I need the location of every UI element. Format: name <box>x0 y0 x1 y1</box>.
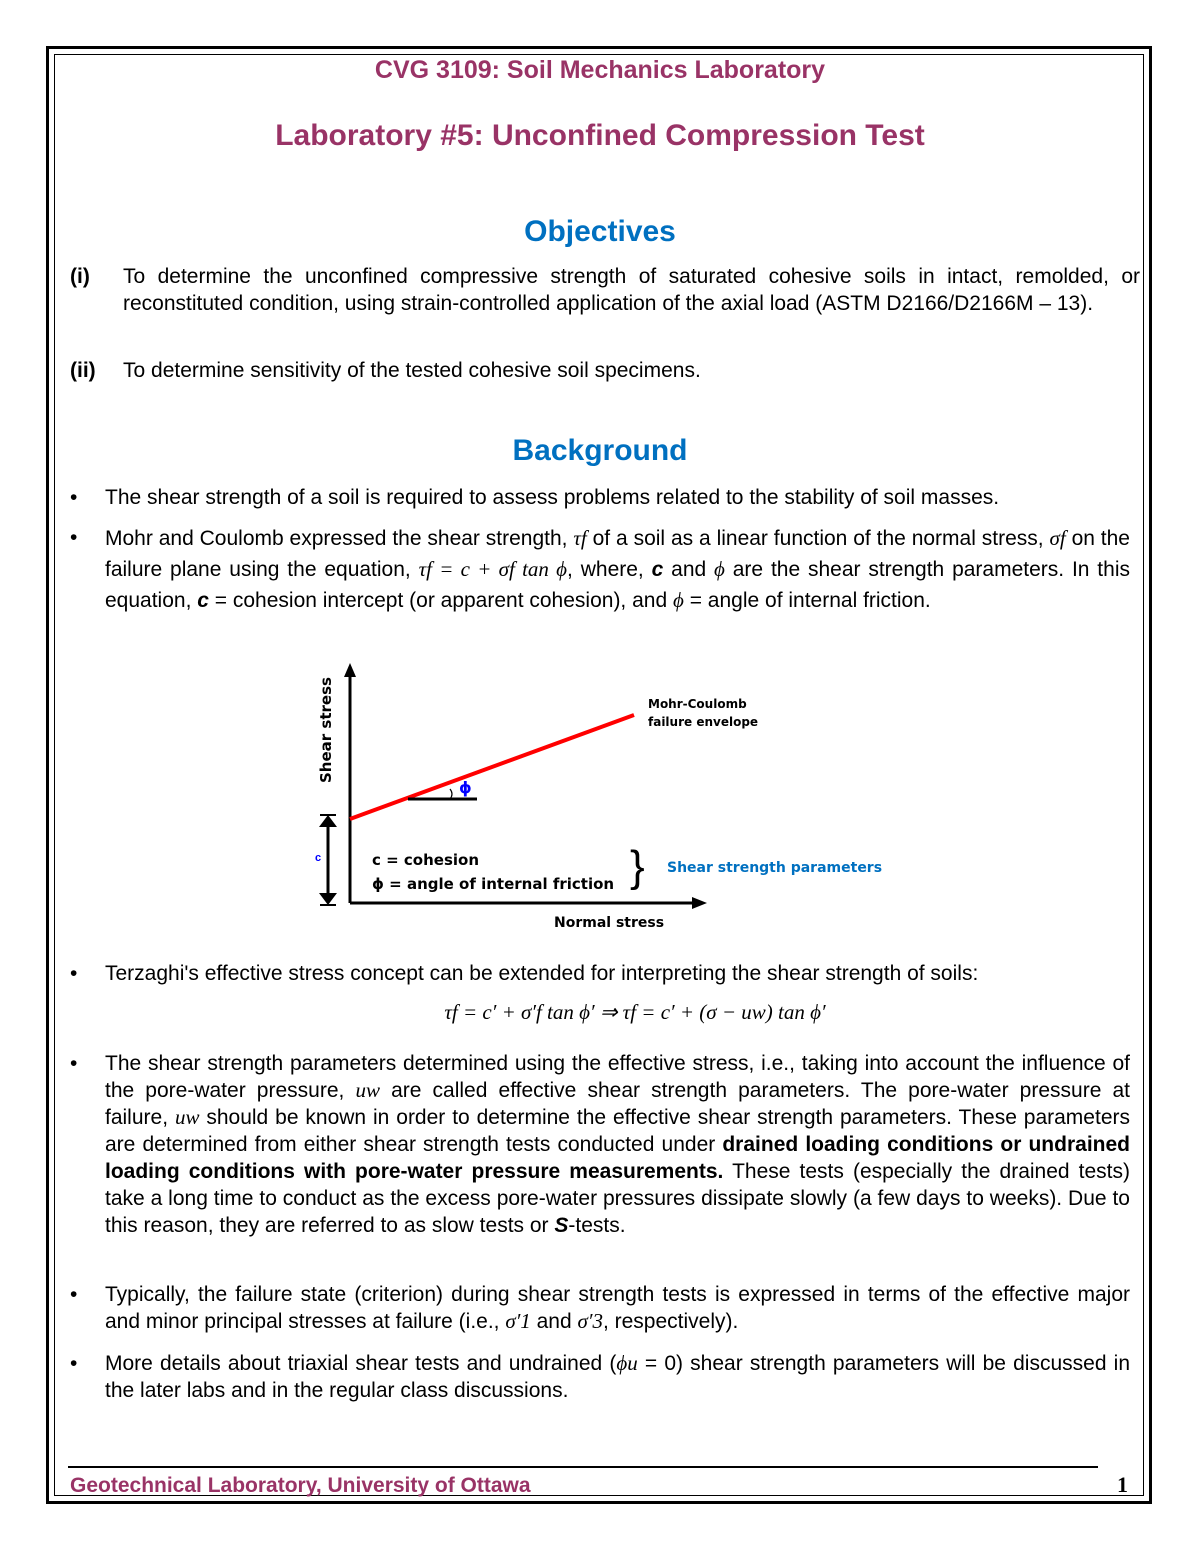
bullet-item <box>70 1050 1130 1239</box>
legend-brace: } <box>630 842 645 891</box>
page-number: 1 <box>1117 1472 1128 1497</box>
envelope-label-line1: Mohr-Coulomb <box>648 697 747 711</box>
bullet-dot: • <box>70 486 78 509</box>
mohr-coulomb-equation: τf = c + σf tan ϕ <box>418 557 568 581</box>
terzaghi-equation: τf = c′ + σ′f tan ϕ′ ⇒ τf = c′ + (σ − uw) tan ϕ′ <box>444 1000 826 1024</box>
objective-text: To determine the unconfined compressive strength of saturated cohesive soils in intact, remolded, or reconstituted condition, using strain-controlled application of the axial load (ASTM D2166/D2166M – 13). <box>123 265 1140 315</box>
objectives-heading: Objectives <box>524 215 676 248</box>
objective-number: (i) <box>70 265 90 288</box>
cohesion-arrow-top <box>319 815 337 827</box>
bold-emphasis: drained loading conditions or undrained loading conditions with pore-water pressure measurements. <box>105 1133 1130 1183</box>
objective-number: (ii) <box>70 359 96 382</box>
params-label: Shear strength parameters <box>667 860 883 876</box>
legend-cohesion: c = cohesion <box>372 851 480 869</box>
objective-text: To determine sensitivity of the tested cohesive soil specimens. <box>123 359 701 382</box>
bullet-item <box>70 484 1130 511</box>
cohesion-marker-label: c <box>315 852 322 864</box>
sigma-f-symbol: σf <box>1049 526 1066 550</box>
bullet-dot: • <box>70 1352 78 1375</box>
legend-friction: ϕ = angle of internal friction <box>372 875 615 893</box>
objective-item <box>70 263 1140 317</box>
background-heading: Background <box>512 434 688 467</box>
bullet-text: Typically, the failure state (criterion) during shear strength tests is expressed in terms of the effective major and minor principal stresses at failure (i.e., σ′1 and σ′3, respectively). <box>105 1283 1130 1333</box>
x-axis-arrow <box>692 897 707 909</box>
x-axis-label: Normal stress <box>554 915 665 931</box>
bullet-item <box>70 1281 1130 1335</box>
bullet-dot: • <box>70 1052 78 1075</box>
course-title: CVG 3109: Soil Mechanics Laboratory <box>374 56 826 84</box>
tau-f-symbol: τf <box>573 526 587 550</box>
bullet-text: The shear strength of a soil is required to assess problems related to the stability of soil masses. <box>105 486 1000 509</box>
bullet-dot: • <box>70 962 78 985</box>
phi-angle-label: ϕ <box>459 778 472 797</box>
lab-title: Laboratory #5: Unconfined Compression Test <box>275 119 925 152</box>
y-axis-label: Shear stress <box>317 677 335 783</box>
bullet-text: The shear strength parameters determined using the effective stress, i.e., taking into account the influence of the pore-water pressure, uw are called effective shear strength parameters. The pore-water pressure at failure, uw should be known in order to determine the effective shear strength parameters. These parameters are determined from either shear strength tests conducted under drained loading conditions or undrained loading conditions with pore-water pressure measurements. These tests (especially the drained tests) take a long time to conduct as the excess pore-water pressures dissipate slowly (a few days to weeks). Due to this reason, they are referred to as slow tests or S-tests. <box>105 1052 1131 1237</box>
envelope-label-line2: failure envelope <box>648 715 759 729</box>
bullet-text: Mohr and Coulomb expressed the shear strength, τf of a soil as a linear function of the normal stress, σf on the failure plane using the equation, τf = c + σf tan ϕ, where, c and ϕ are the shear strength parameters. In this equation, c = cohesion intercept (or apparent cohesion), and ϕ = angle of internal friction. <box>105 526 1130 612</box>
footer-text: Geotechnical Laboratory, University of Ottawa <box>70 1474 531 1497</box>
failure-envelope-line <box>350 715 634 819</box>
bullet-item <box>70 960 1130 987</box>
footer-divider <box>68 1466 1098 1468</box>
objective-item <box>70 357 1140 384</box>
bullet-dot: • <box>70 1283 78 1306</box>
bullet-dot: • <box>70 526 78 549</box>
mohr-coulomb-diagram <box>300 655 900 935</box>
y-axis-arrow <box>344 663 356 677</box>
bullet-item <box>70 1350 1130 1404</box>
cohesion-arrow-bottom <box>319 893 337 905</box>
bullet-text: Terzaghi's effective stress concept can be extended for interpreting the shear strength of soils: <box>105 962 979 985</box>
bullet-item <box>70 523 1130 616</box>
bullet-text: More details about triaxial shear tests and undrained (ϕu = 0) shear strength parameters will be discussed in the later labs and in the regular class discussions. <box>105 1351 1130 1402</box>
